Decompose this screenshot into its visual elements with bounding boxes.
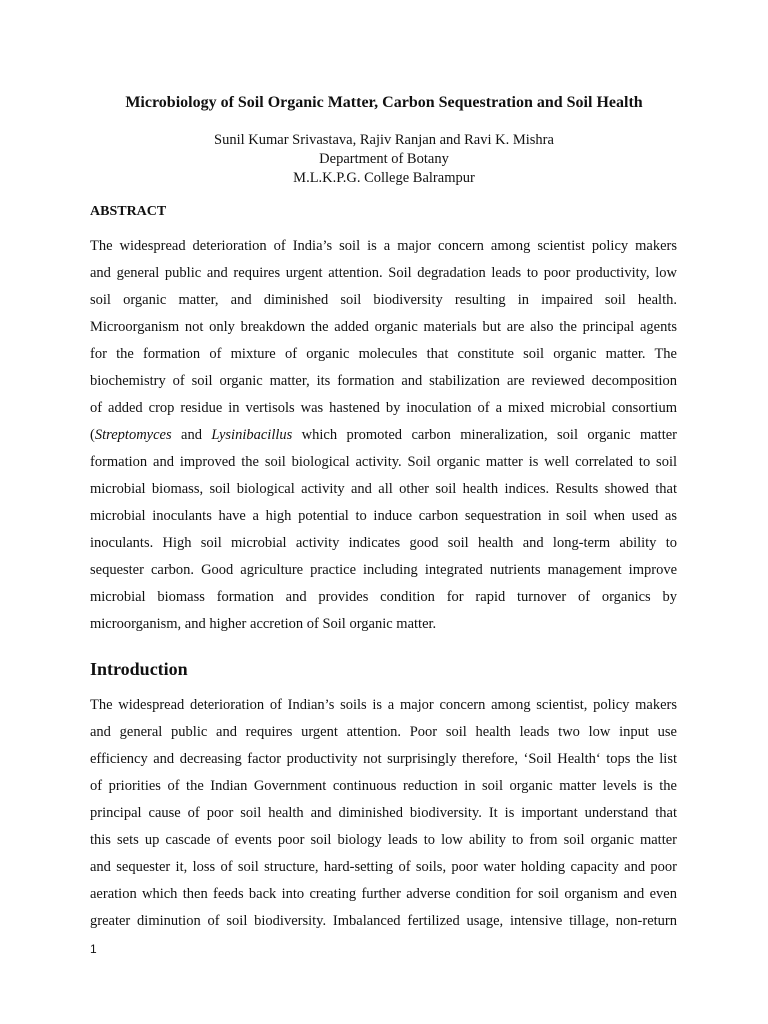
intro-line: The widespread deterioration of Indian’s soils is a major concern among scientist, policy makers xyxy=(90,697,677,713)
author-institution: M.L.K.P.G. College Balrampur xyxy=(293,170,475,186)
abstract-line-with-italics xyxy=(90,422,677,449)
abstract-line: biochemistry of soil organic matter, its formation and stabilization are reviewed decomposition xyxy=(90,373,677,389)
intro-line: this sets up cascade of events poor soil biology leads to low ability to from soil organic matter xyxy=(90,832,677,848)
page-number: 1 xyxy=(90,942,97,956)
intro-line: principal cause of poor soil health and diminished biodiversity. It is important understand that xyxy=(90,805,677,821)
author-department: Department of Botany xyxy=(319,151,449,167)
open-parenthesis: ( xyxy=(90,427,95,443)
paper-title: Microbiology of Soil Organic Matter, Carbon Sequestration and Soil Health xyxy=(125,94,643,111)
abstract-line: for the formation of mixture of organic molecules that constitute soil organic matter. The xyxy=(90,346,677,362)
abstract-line: microorganism, and higher accretion of Soil organic matter. xyxy=(90,616,437,632)
genus-lysinibacillus: Lysinibacillus xyxy=(211,427,293,443)
abstract-line: microbial biomass, soil biological activity and all other soil health indices. Results showed that xyxy=(90,481,677,497)
abstract-paragraph xyxy=(90,233,677,638)
intro-line: and general public and requires urgent attention. Poor soil health leads two low input use xyxy=(90,724,677,740)
abstract-line: microbial inoculants have a high potential to induce carbon sequestration in soil when used as xyxy=(90,508,677,524)
abstract-line: formation and improved the soil biological activity. Soil organic matter is well correlated to soil xyxy=(90,454,677,470)
abstract-line: The widespread deterioration of India’s soil is a major concern among scientist policy makers xyxy=(90,238,677,254)
introduction-paragraph xyxy=(90,692,677,935)
abstract-line: microbial biomass formation and provides condition for rapid turnover of organics by xyxy=(90,589,677,605)
abstract-line: soil organic matter, and diminished soil biodiversity resulting in impaired soil health. xyxy=(90,292,677,308)
abstract-line: sequester carbon. Good agriculture practice including integrated nutrients management improve xyxy=(90,562,677,578)
intro-line: of priorities of the Indian Government continuous reduction in soil organic matter levels is the xyxy=(90,778,677,794)
abstract-line: inoculants. High soil microbial activity indicates good soil health and long-term ability to xyxy=(90,535,677,551)
abstract-line: of added crop residue in vertisols was hastened by inoculation of a mixed microbial consortium xyxy=(90,400,677,416)
line-remainder: which promoted carbon mineralization, soil organic matter xyxy=(292,427,677,443)
abstract-heading: ABSTRACT xyxy=(90,204,167,219)
genus-streptomyces: Streptomyces xyxy=(94,427,172,443)
intro-line: greater diminution of soil biodiversity. Imbalanced fertilized usage, intensive tillage, non-return xyxy=(90,913,677,929)
abstract-line: and general public and requires urgent attention. Soil degradation leads to poor productivity, low xyxy=(90,265,677,281)
conjunction: and xyxy=(171,427,212,443)
author-names: Sunil Kumar Srivastava, Rajiv Ranjan and Ravi K. Mishra xyxy=(214,132,554,148)
abstract-line: Microorganism not only breakdown the added organic materials but are also the principal agents xyxy=(90,319,677,335)
intro-line: aeration which then feeds back into creating further adverse condition for soil organism and even xyxy=(90,886,677,902)
intro-line: efficiency and decreasing factor productivity not surprisingly therefore, ‘Soil Health‘ tops the list xyxy=(90,751,677,767)
introduction-heading: Introduction xyxy=(90,659,188,679)
intro-line: and sequester it, loss of soil structure, hard-setting of soils, poor water holding capacity and poor xyxy=(90,859,677,875)
author-block xyxy=(0,131,768,188)
